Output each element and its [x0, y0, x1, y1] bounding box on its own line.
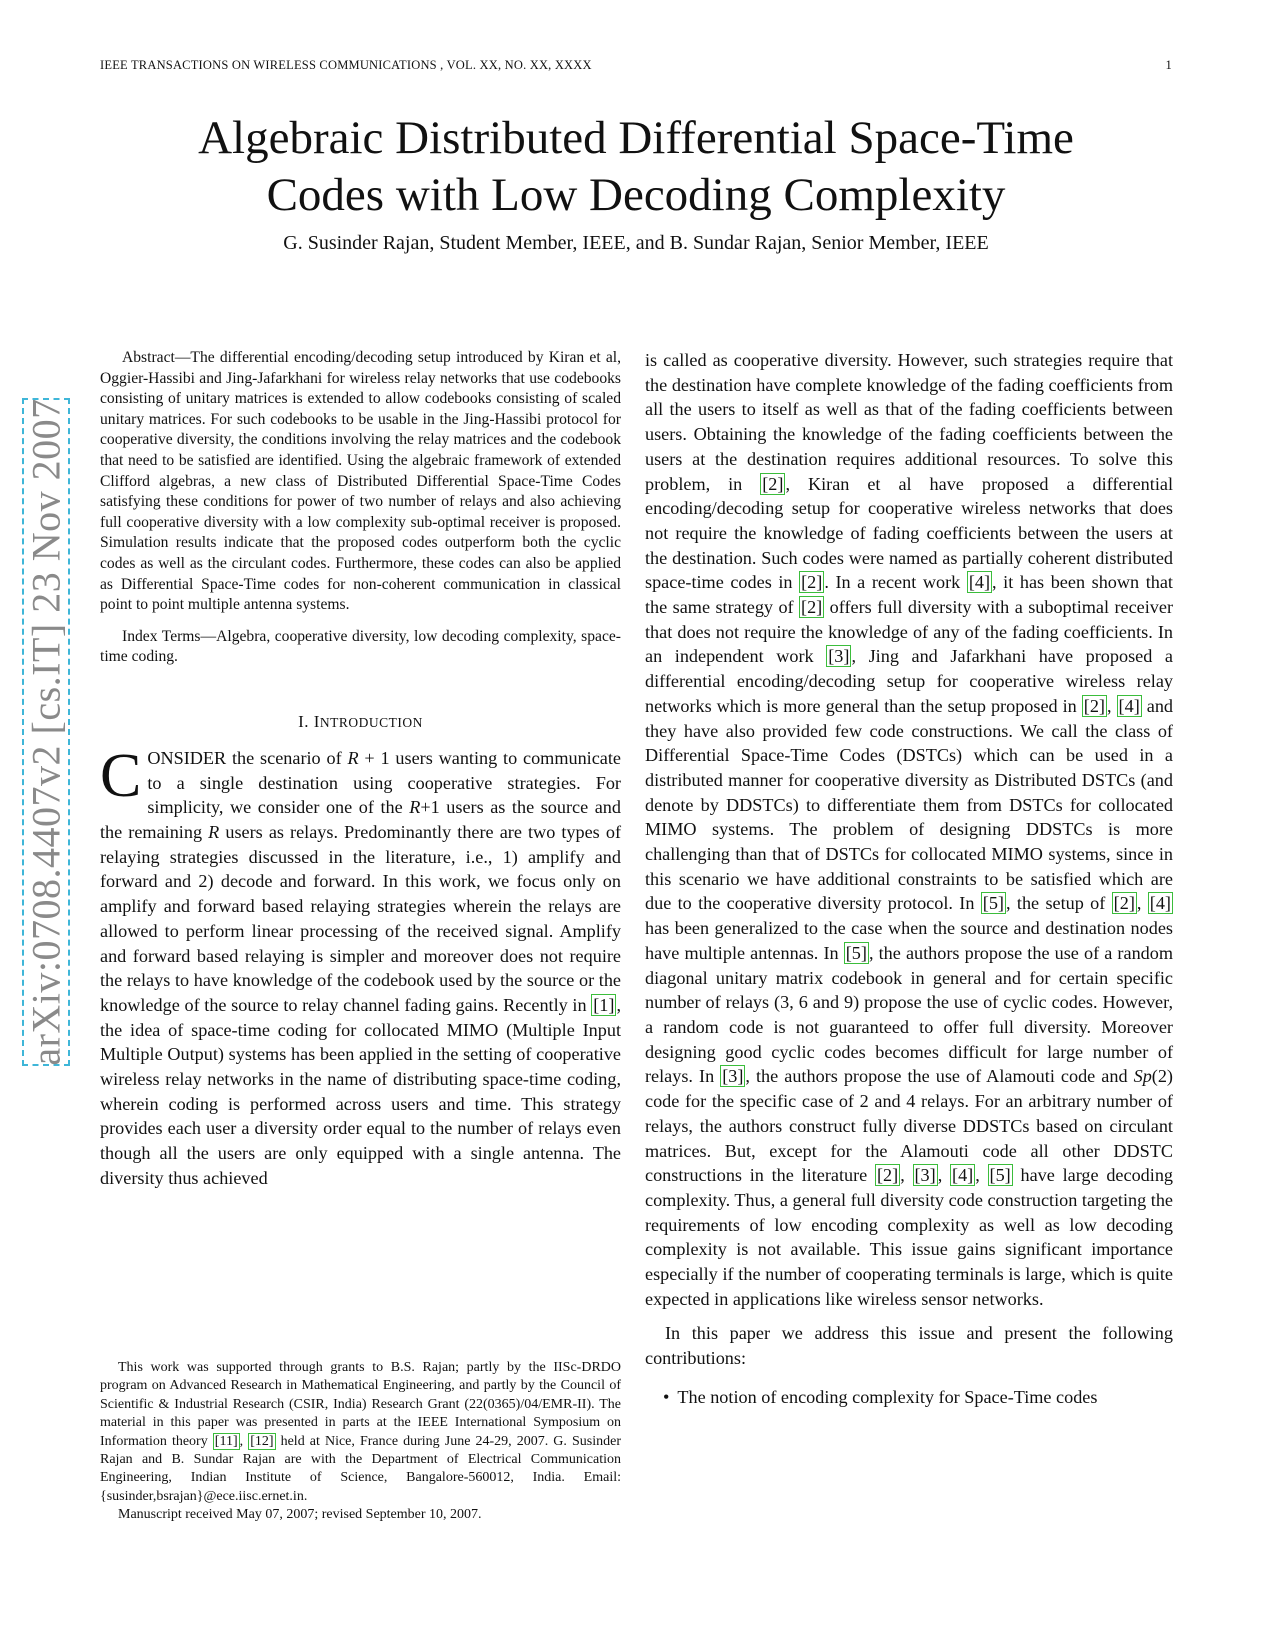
- citation-link[interactable]: [2]: [801, 597, 823, 618]
- abstract: Abstract—The differential encoding/decoding setup introduced by Kiran et al, Oggier-Hassibi and Jing-Jafarkhani for wireless relay networks that use codebooks consisting of unitary matrices is extended to allow codebooks consisting of scaled unitary matrices. For such codebooks to be usable in the Jing-Hassibi protocol for cooperative diversity, the conditions involving the relay matrices and the codebook that need to be satisfied are identified. Using the algebraic framework of extended Clifford algebras, a new class of Distributed Differential Space-Time Codes satisfying these conditions for power of two number of relays and also achieving full cooperative diversity with a low complexity sub-optimal receiver is proposed. Simulation results indicate that the proposed codes outperform both the cyclic codes as well as the circulant codes. Furthermore, these codes can also be applied as Differential Space-Time codes for non-coherent communication in classical point to point multiple antenna systems.: [100, 349, 621, 614]
- citation-link[interactable]: [11]: [214, 1433, 238, 1449]
- drop-cap: C: [100, 741, 142, 810]
- arxiv-stamp-text: arXiv:0708.4407v2 [cs.IT] 23 Nov 2007: [23, 398, 69, 1066]
- citation-link[interactable]: [5]: [982, 893, 1004, 914]
- citation-link[interactable]: [4]: [1118, 695, 1140, 716]
- citation-link[interactable]: [5]: [989, 1165, 1011, 1186]
- citation-link[interactable]: [4]: [1149, 893, 1171, 914]
- citation-link[interactable]: [2]: [1083, 695, 1105, 716]
- citation-link[interactable]: [5]: [845, 942, 867, 963]
- citation-link[interactable]: [4]: [952, 1165, 974, 1186]
- arxiv-stamp[interactable]: [22, 398, 70, 1066]
- funding-note: This work was supported through grants to B.S. Rajan; partly by the IISc-DRDO program on Advanced Research in Mathematical Engineering, and partly by the Council of Scientific & Industrial Research (CSIR, India) Research Grant (22(0365)/04/EMR-II). The material in this paper was presented in parts at the IEEE International Symposium on Information theory [11] , [12] held at Nice, France during June 24-29, 2007. G. Susinder Rajan and B. Sundar Rajan are with the Department of Electrical Communication Engineering, Indian Institute of Science, Bangalore-560012, India. Email:{susinder,bsrajan}@ece.iisc.ernet.in.: [100, 1360, 621, 1504]
- intro-paragraph: CONSIDER the scenario of R + 1 users wanting to communicate to a single destination using cooperative strategies. For simplicity, we consider one of the R+1 users as the source and the remaining R users as relays. Predominantly there are two types of relaying strategies discussed in the literature, i.e., 1) amplify and forward and 2) decode and forward. In this work, we focus only on amplify and forward based relaying strategies wherein the relays are allowed to perform linear processing of the received signal. Amplify and forward based relaying is simpler and moreover does not require the relays to have knowledge of the codebook used by the source or the knowledge of the source to relay channel fading gains. Recently in [1] , the idea of space-time coding for collocated MIMO (Multiple Input Multiple Output) systems has been applied in the setting of cooperative wireless relay networks in the name of distributing space-time coding, wherein coding is performed across users and time. This strategy provides each user a diversity order equal to the number of relays even though all the users are only equipped with a single antenna. The diversity thus achieved: [100, 741, 621, 1188]
- title-line-1: Algebraic Distributed Differential Space-Time: [198, 112, 1074, 164]
- running-header: [100, 58, 1172, 73]
- citation-link[interactable]: [2]: [876, 1165, 899, 1186]
- citation-link[interactable]: [3]: [722, 1066, 744, 1087]
- citation-link[interactable]: [1]: [593, 994, 615, 1015]
- citation-link[interactable]: [2]: [1113, 893, 1135, 914]
- section-heading-introduction: I. INTRODUCTION: [298, 711, 423, 731]
- footnote: [100, 1359, 621, 1525]
- paper-title: [100, 110, 1172, 224]
- page-number: 1: [1165, 58, 1172, 72]
- citation-link[interactable]: [4]: [968, 572, 991, 593]
- index-terms: Index Terms—Algebra, cooperative diversity, low decoding complexity, space-time coding.: [100, 627, 621, 666]
- citation-link[interactable]: [2]: [801, 572, 823, 593]
- right-column: [645, 348, 1173, 1410]
- journal-name: IEEE TRANSACTIONS ON WIRELESS COMMUNICATIONS , VOL. XX, NO. XX, XXXX: [100, 58, 592, 72]
- list-item: • The notion of encoding complexity for Space-Time codes: [663, 1386, 1098, 1407]
- body-paragraph: is called as cooperative diversity. However, such strategies require that the destination have complete knowledge of the fading coefficients from all the users to itself as well as that of the fading coefficients between users. Obtaining the knowledge of the fading coefficients between the users at the destination requires additional resources. To solve this problem, in [2] , Kiran et al have proposed a differential encoding/decoding setup for cooperative wireless networks that does not require the knowledge of fading coefficients between the users at the destination. Such codes were named as partially coherent distributed space-time codes in [2] . In a recent work [4] , it has been shown that the same strategy of [2] offers full diversity with a suboptimal receiver that does not require the knowledge of any of the fading coefficients. In an independent work [3] , Jing and Jafarkhani have proposed a differential encoding/decoding setup for cooperative wireless relay networks which is more general than the setup proposed in [2] , [4] and they have also provided few code constructions. We call the class of Differential Space-Time Codes (DSTCs) which can be used in a distributed manner for cooperative diversity as Distributed DSTCs (and denote by DDSTCs) to differentiate them from DSTCs for collocated MIMO systems. The problem of designing DDSTCs is more challenging than that of DSTCs for collocated MIMO systems, since in this scenario we have additional constraints to be satisfied which are due to the cooperative diversity protocol. In [5] , the setup of [2] , [4] has been generalized to the case when the source and destination nodes have multiple antennas. In [5] , the authors propose the use of a random diagonal unitary matrix codebook in general and for certain specific number of relays (3, 6 and 9) propose the use of cyclic codes. However, a random code is not guaranteed to offer full diversity. Moreover designing good cyclic codes becomes difficult for large number of relays. In [3] , the authors propose the use of Alamouti code and Sp(2) code for the specific case of 2 and 4 relays. For an arbitrary number of relays, the authors construct fully diverse DDSTCs based on circulant matrices. But, except for the Alamouti code all other DDSTC constructions in the literature [2] , [3] , [4] , [5] have large decoding complexity. Thus, a general full diversity code construction targeting the requirements of low encoding complexity as well as low decoding complexity is not available. This issue gains significant importance especially if the number of cooperating terminals is large, which is quite expected in applications like wireless sensor networks.: [645, 350, 1174, 1309]
- author-line: G. Susinder Rajan, Student Member, IEEE, and B. Sundar Rajan, Senior Member, IEEE: [283, 232, 989, 254]
- citation-link[interactable]: [3]: [828, 646, 850, 667]
- citation-link[interactable]: [3]: [914, 1165, 936, 1186]
- title-line-2: Codes with Low Decoding Complexity: [266, 169, 1006, 221]
- contributions-paragraph: In this paper we address this issue and present the following contributions:: [645, 1323, 1173, 1369]
- manuscript-note: Manuscript received May 07, 2007; revised September 10, 2007.: [118, 1507, 482, 1523]
- citation-link[interactable]: [12]: [250, 1433, 274, 1449]
- bullet-mark: •: [663, 1386, 670, 1407]
- left-column: [100, 348, 621, 1191]
- citation-link[interactable]: [2]: [762, 473, 784, 494]
